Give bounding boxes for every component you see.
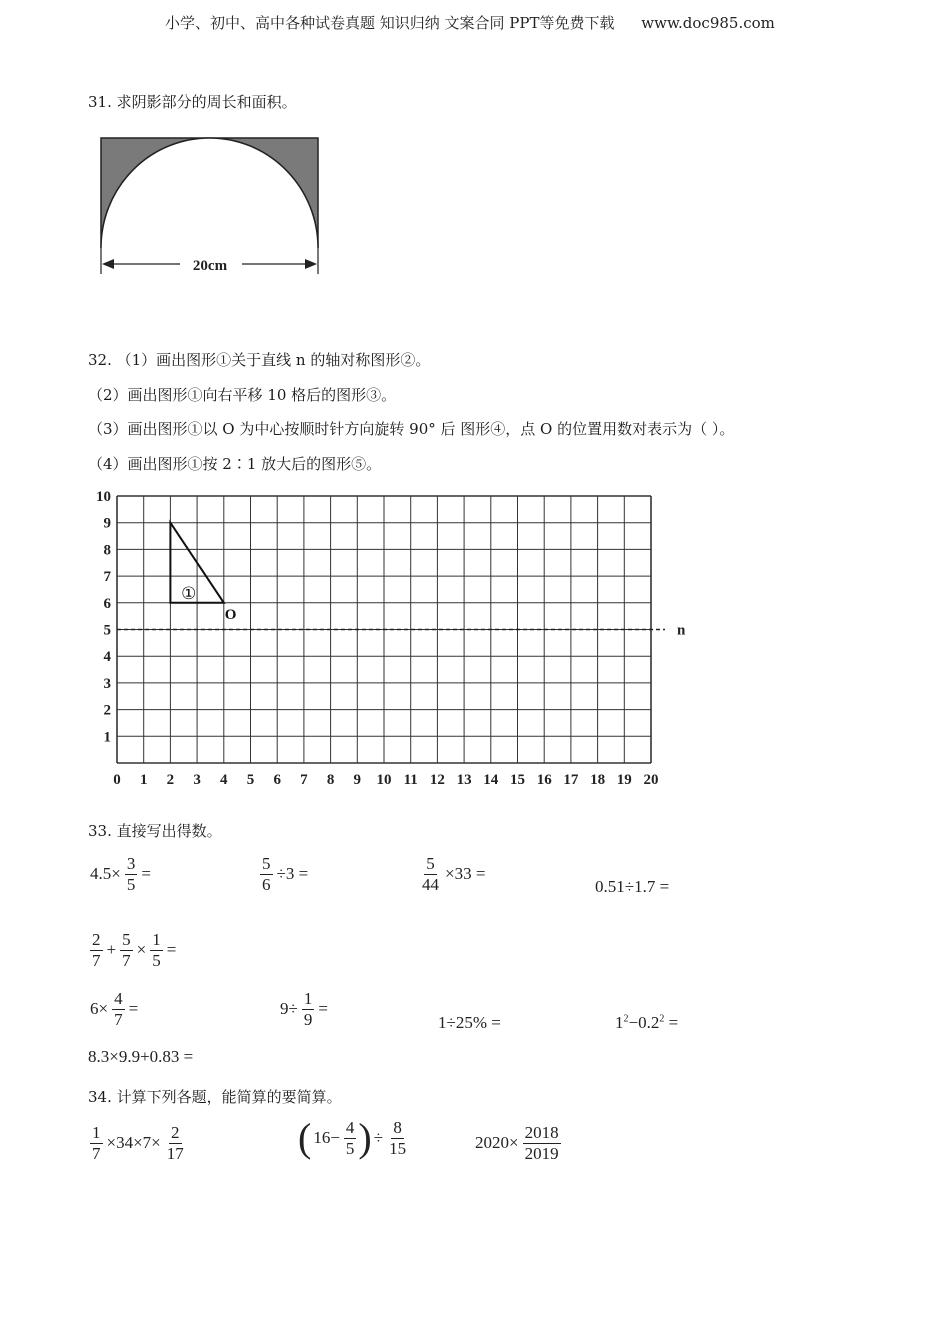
x-axis-label: 11 <box>403 772 418 788</box>
q32-part2: （2）画出图形①向右平移 10 格后的图形③。 <box>88 386 397 404</box>
q33-f: 6× $\frac{4}{7}$ = <box>90 989 139 1029</box>
x-axis-label: 19 <box>616 772 632 788</box>
q34-b: ( 16− $\frac{4}{5}$ ) ÷ $\frac{8}{15}$ <box>298 1115 407 1161</box>
y-axis-label: 3 <box>103 675 111 692</box>
q32-part1: 32. （1）画出图形①关于直线 n 的轴对称图形②。 <box>88 351 431 369</box>
q31-prompt: 31. 求阴影部分的周长和面积。 <box>88 93 297 111</box>
x-axis-label: 15 <box>510 772 525 788</box>
x-axis-label: 20 <box>643 772 659 788</box>
coordinate-grid <box>85 482 705 792</box>
q33-h: 1÷25% = <box>438 1013 501 1032</box>
q31-figure <box>92 128 332 278</box>
triangle-label: ① <box>181 583 197 603</box>
q33-b: $\frac{5}{6}$ ÷3 = <box>262 854 309 894</box>
q32-part4: （4）画出图形①按 2∶1 放大后的图形⑤。 <box>88 455 382 473</box>
x-axis-label: 4 <box>220 772 228 788</box>
q33-d: 0.51÷1.7 = <box>595 877 670 896</box>
q33-a: 4.5× $\frac{3}{5}$ = <box>90 854 151 894</box>
x-axis-label: 0 <box>113 772 121 788</box>
x-axis-label: 2 <box>166 772 175 788</box>
q33-g: 9÷ $\frac{1}{9}$ = <box>280 989 328 1029</box>
q33-j: 8.3×9.9+0.83 = <box>88 1047 194 1066</box>
x-axis-label: 18 <box>590 772 606 788</box>
q34-c: 2020× $\frac{2018}{2019}$ <box>475 1123 559 1163</box>
x-axis-label: 8 <box>326 772 335 788</box>
y-axis-label: 6 <box>103 595 111 612</box>
y-axis-label: 7 <box>103 569 111 586</box>
q34-a: $\frac{1}{7}$ ×34×7× $\frac{2}{17}$ <box>92 1123 184 1163</box>
q34-prompt: 34. 计算下列各题，能简算的要简算。 <box>88 1088 342 1106</box>
y-axis-label: 8 <box>103 542 111 559</box>
x-axis-label: 13 <box>456 772 472 788</box>
y-axis-label: 2 <box>103 702 111 719</box>
x-axis-label: 16 <box>536 772 552 788</box>
x-axis-label: 12 <box>429 772 445 788</box>
x-axis-label: 3 <box>193 772 201 788</box>
x-axis-label: 9 <box>353 772 362 788</box>
y-axis-label: 9 <box>103 515 111 532</box>
symmetry-line-label: n <box>677 622 686 639</box>
x-axis-label: 6 <box>273 772 281 788</box>
page-header <box>165 12 775 33</box>
x-axis-label: 14 <box>483 772 499 788</box>
y-axis-label: 10 <box>96 489 111 505</box>
dimension-label: 20cm <box>192 258 228 274</box>
header-text: 小学、初中、高中各种试卷真题 知识归纳 文案合同 PPT等免费下载 <box>165 14 615 32</box>
x-axis-label: 1 <box>139 772 148 788</box>
q33-c: $\frac{5}{44}$ ×33 = <box>422 854 486 894</box>
y-axis-label: 1 <box>103 729 111 746</box>
header-url[interactable]: www.doc985.com <box>641 14 775 32</box>
x-axis-label: 17 <box>563 772 579 788</box>
q33-i: $1^2-0.2^2$ = <box>615 1013 679 1032</box>
y-axis-label: 5 <box>103 622 111 639</box>
q33-e: $\frac{2}{7}$ + $\frac{5}{7}$ × $\frac{1}{5}$ = <box>92 930 177 970</box>
point-o-label: O <box>224 606 237 623</box>
x-axis-label: 10 <box>376 772 392 788</box>
x-axis-label: 5 <box>246 772 255 788</box>
q32-part3: （3）画出图形①以 O 为中心按顺时针方向旋转 90° 后 图形④，点 O 的位置用数对表示为（ ）。 <box>88 420 735 438</box>
q33-prompt: 33. 直接写出得数。 <box>88 822 222 840</box>
y-axis-label: 4 <box>103 649 111 666</box>
x-axis-label: 7 <box>300 772 308 788</box>
